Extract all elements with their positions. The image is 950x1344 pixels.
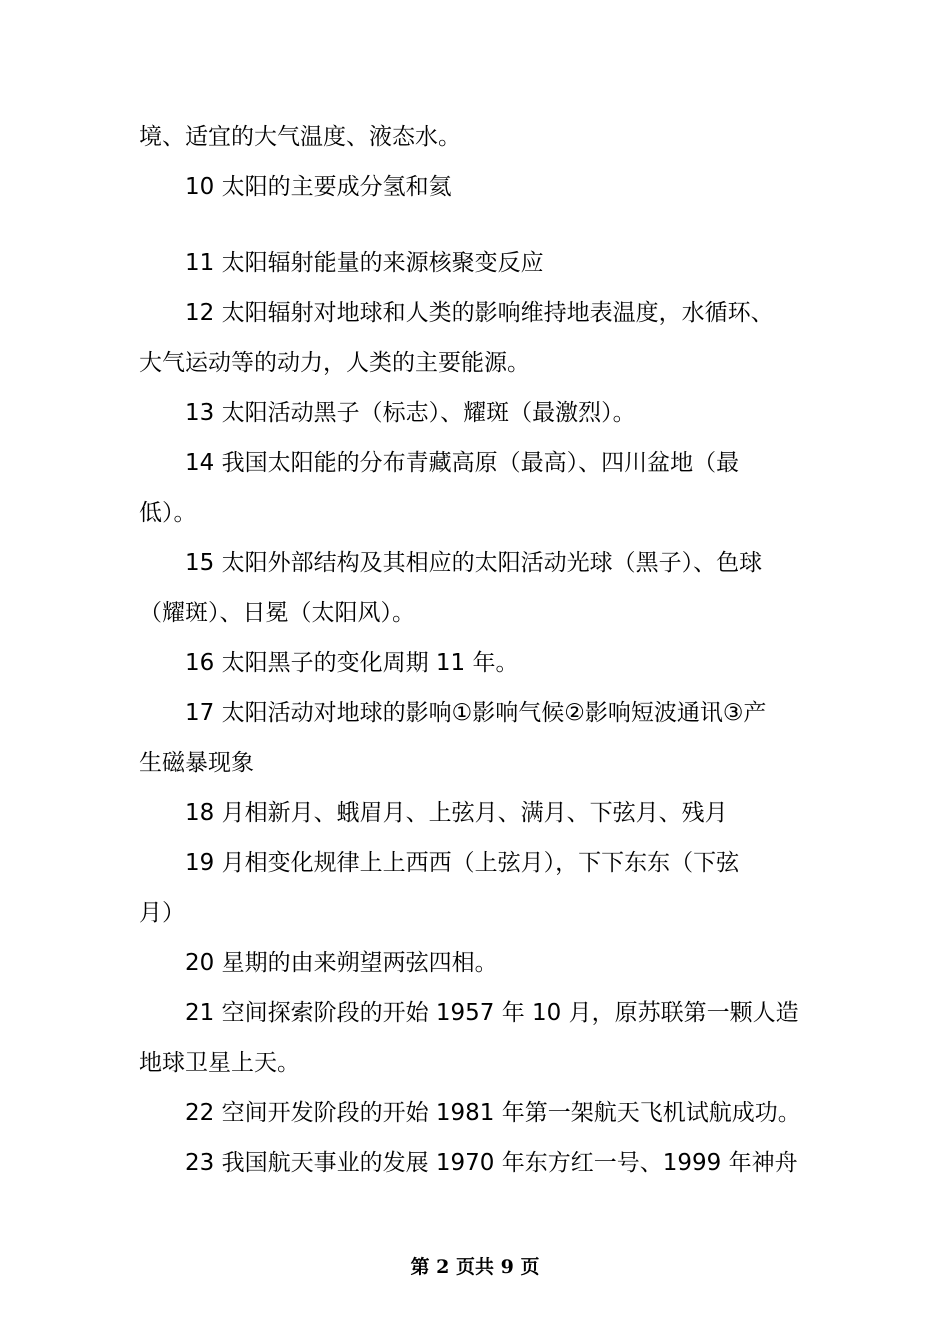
text-line: 境、适宜的大气温度、液态水。	[139, 124, 461, 150]
text-line: 大气运动等的动力，人类的主要能源。	[139, 350, 530, 376]
text-line: 21 空间探索阶段的开始 1957 年 10 月，原苏联第一颗人造	[185, 1000, 799, 1026]
text-line: 低）。	[139, 500, 197, 526]
document-body	[139, 112, 811, 1188]
text-line: 地球卫星上天。	[139, 1050, 300, 1076]
text-line: 15 太阳外部结构及其相应的太阳活动光球（黑子）、色球	[185, 550, 763, 576]
text-line: 12 太阳辐射对地球和人类的影响维持地表温度，水循环、	[185, 300, 774, 326]
text-line: 14 我国太阳能的分布青藏高原（最高）、四川盆地（最	[185, 450, 740, 476]
text-line: 13 太阳活动黑子（标志）、耀斑（最激烈）。	[185, 400, 636, 426]
text-line: 月）	[139, 900, 185, 926]
text-line: 23 我国航天事业的发展 1970 年东方红一号、1999 年神舟	[185, 1150, 798, 1176]
text-line: 22 空间开发阶段的开始 1981 年第一架航天飞机试航成功。	[185, 1100, 801, 1126]
text-line: 10 太阳的主要成分氢和氦	[185, 174, 452, 200]
text-line: 16 太阳黑子的变化周期 11 年。	[185, 650, 519, 676]
text-line: 19 月相变化规律上上西西（上弦月），下下东东（下弦	[185, 850, 740, 876]
text-line: 17 太阳活动对地球的影响①影响气候②影响短波通讯③产	[185, 700, 767, 726]
text-line: （耀斑）、日冕（太阳风）。	[139, 600, 415, 626]
text-line: 18 月相新月、蛾眉月、上弦月、满月、下弦月、残月	[185, 800, 728, 826]
page-number: 第 2 页共 9 页	[410, 1256, 540, 1278]
text-line: 生磁暴现象	[139, 750, 254, 776]
text-line: 11 太阳辐射能量的来源核聚变反应	[185, 250, 544, 276]
text-line: 20 星期的由来朔望两弦四相。	[185, 950, 498, 976]
